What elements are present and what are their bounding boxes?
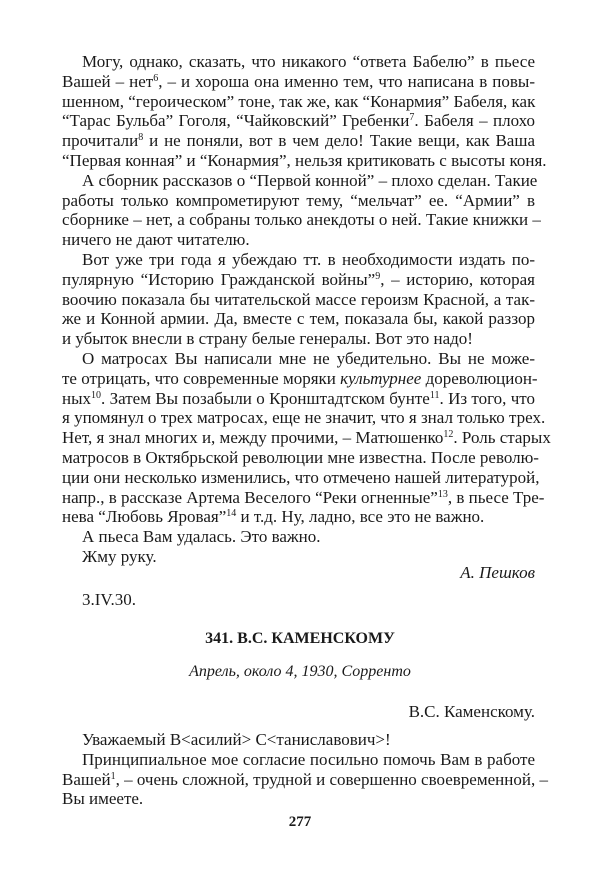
text-line [62, 131, 535, 151]
text-segment: матросов в Октябрьской революции мне известна. После револю- [62, 447, 539, 467]
text-line [62, 250, 535, 270]
letter-heading: 341. В.С. КАМЕНСКОМУ [205, 630, 395, 647]
footnote-ref: 14 [226, 508, 237, 520]
footnote-ref: 11 [429, 389, 440, 401]
text-line [62, 210, 541, 230]
text-segment: сборнике – нет, а собраны только анекдоты о ней. Такие книжки – [62, 210, 541, 230]
text-line [62, 92, 535, 112]
text-line [62, 368, 538, 389]
footnote-ref: 12 [443, 429, 454, 441]
text-line [62, 52, 535, 72]
text-segment: , – и хороша она именно тем, что написана в повы- [158, 71, 535, 91]
text-segment: ции они несколько изменились, что отмечено нашей литературой, [62, 467, 540, 487]
text-line [62, 111, 535, 131]
text-segment: прочитали [62, 131, 139, 151]
text-segment: Вот уже три года я убеждаю тт. в необходимости издать по- [82, 249, 535, 269]
text-segment: , в пьесе Тре- [447, 487, 545, 507]
text-segment: работы только компрометируют тему, “мельчат” ее. “Армии” в [62, 190, 535, 210]
text-line [62, 750, 535, 770]
footnote-ref: 13 [437, 488, 448, 500]
text-segment: “Тарас Бульба” Гоголя, “Чайковский” Гребенки [62, 111, 410, 131]
text-segment: напр., в рассказе Артема Веселого “Реки огненные” [62, 487, 438, 507]
text-line [62, 191, 535, 211]
text-line [62, 72, 535, 92]
letter-date: 3.IV.30. [82, 590, 136, 609]
text-segment: дореволюцион- [421, 368, 538, 388]
text-segment: Вашей [62, 769, 111, 789]
text-segment: пулярную “Историю Гражданской войны” [62, 269, 376, 289]
footnote-ref: 8 [138, 132, 144, 144]
page-number: 277 [288, 814, 312, 830]
text-segment: Принципиальное мое согласие посильно помочь Вам в работе [82, 749, 535, 769]
text-line [62, 730, 535, 750]
text-segment: О матросах Вы написали мне не убедительно. Вы не може- [82, 348, 535, 368]
text-segment: воочию показала бы читательской массе героизм Красной, а так- [62, 289, 535, 309]
text-segment: и не поняли, вот в чем дело! Такие вещи, как Ваша [143, 131, 535, 151]
text-segment: , – историю, которая [380, 269, 536, 289]
text-line [62, 230, 535, 250]
footnote-ref: 6 [153, 72, 159, 84]
footnote-ref: 7 [409, 112, 415, 124]
text-line [62, 467, 540, 488]
text-segment: А пьеса Вам удалась. Это важно. [82, 527, 321, 547]
text-segment: . Роль старых [453, 428, 551, 448]
text-segment: Вы имеете. [62, 789, 144, 809]
text-line [62, 447, 539, 468]
text-line [62, 170, 538, 191]
text-line [62, 270, 535, 290]
text-segment: я упомянул о трех матросах, еще не значит, что я знал только трех. [62, 408, 546, 428]
addressee: В.С. Каменскому. [408, 702, 535, 721]
text-segment: ничего не дают читателю. [62, 230, 250, 250]
footnote-ref: 10 [91, 389, 102, 401]
text-segment: А сборник рассказов о “Первой конной” – плохо сделан. Такие [82, 170, 538, 190]
footnote-ref: 9 [375, 270, 381, 282]
text-line [62, 769, 548, 790]
emphasis-text: культурнее [340, 368, 422, 388]
text-line [62, 408, 546, 428]
text-line [62, 329, 535, 349]
text-segment: Уважаемый В<асилий> С<таниславович>! [82, 730, 391, 749]
signature: А. Пешков [460, 563, 535, 582]
letter-340-body [62, 52, 551, 567]
text-line [62, 527, 535, 547]
text-line [62, 487, 545, 508]
text-segment: те отрицать, что современные моряки [62, 368, 341, 388]
text-line [62, 349, 535, 369]
text-segment: Нет, я знал многих и, между прочими, – Матюшенко [62, 428, 444, 448]
text-segment: и т.д. Ну, ладно, все это не важно. [236, 507, 485, 527]
text-line [62, 789, 535, 809]
text-line [62, 428, 551, 448]
text-segment: Вашей – нет [62, 71, 154, 91]
text-segment: Могу, однако, сказать, что никакого “ответа Бабелю” в пьесе [82, 52, 535, 71]
text-line [62, 290, 535, 310]
text-segment: нева “Любовь Яровая” [62, 507, 227, 527]
text-line [62, 389, 535, 409]
letter-dateline: Апрель, около 4, 1930, Сорренто [189, 663, 411, 680]
text-segment: шенном, “героическом” тоне, так же, как “Конармия” Бабеля, как [62, 91, 536, 111]
letter-341-body [62, 730, 548, 809]
text-segment: . Затем Вы позабыли о Кронштадтском бунте [101, 388, 430, 408]
text-segment: ных [62, 388, 92, 408]
text-segment: и убыток внесли в страну белые генералы. Вот это надо! [62, 329, 473, 349]
text-segment: . Бабеля – плохо [414, 111, 536, 131]
text-segment: . Из того, что [439, 388, 535, 408]
text-line [62, 150, 547, 171]
text-segment: “Первая конная” и “Конармия”, нельзя критиковать с высоты коня. [62, 150, 547, 170]
text-line [62, 309, 535, 329]
text-segment: Жму руку. [82, 546, 157, 566]
text-segment: , – очень сложной, трудной и совершенно своевременной, – [115, 769, 548, 789]
text-line [62, 507, 535, 527]
footnote-ref: 1 [110, 770, 116, 782]
text-segment: же и Конной армии. Да, вместе с тем, показала бы, какой раззор [62, 309, 535, 329]
